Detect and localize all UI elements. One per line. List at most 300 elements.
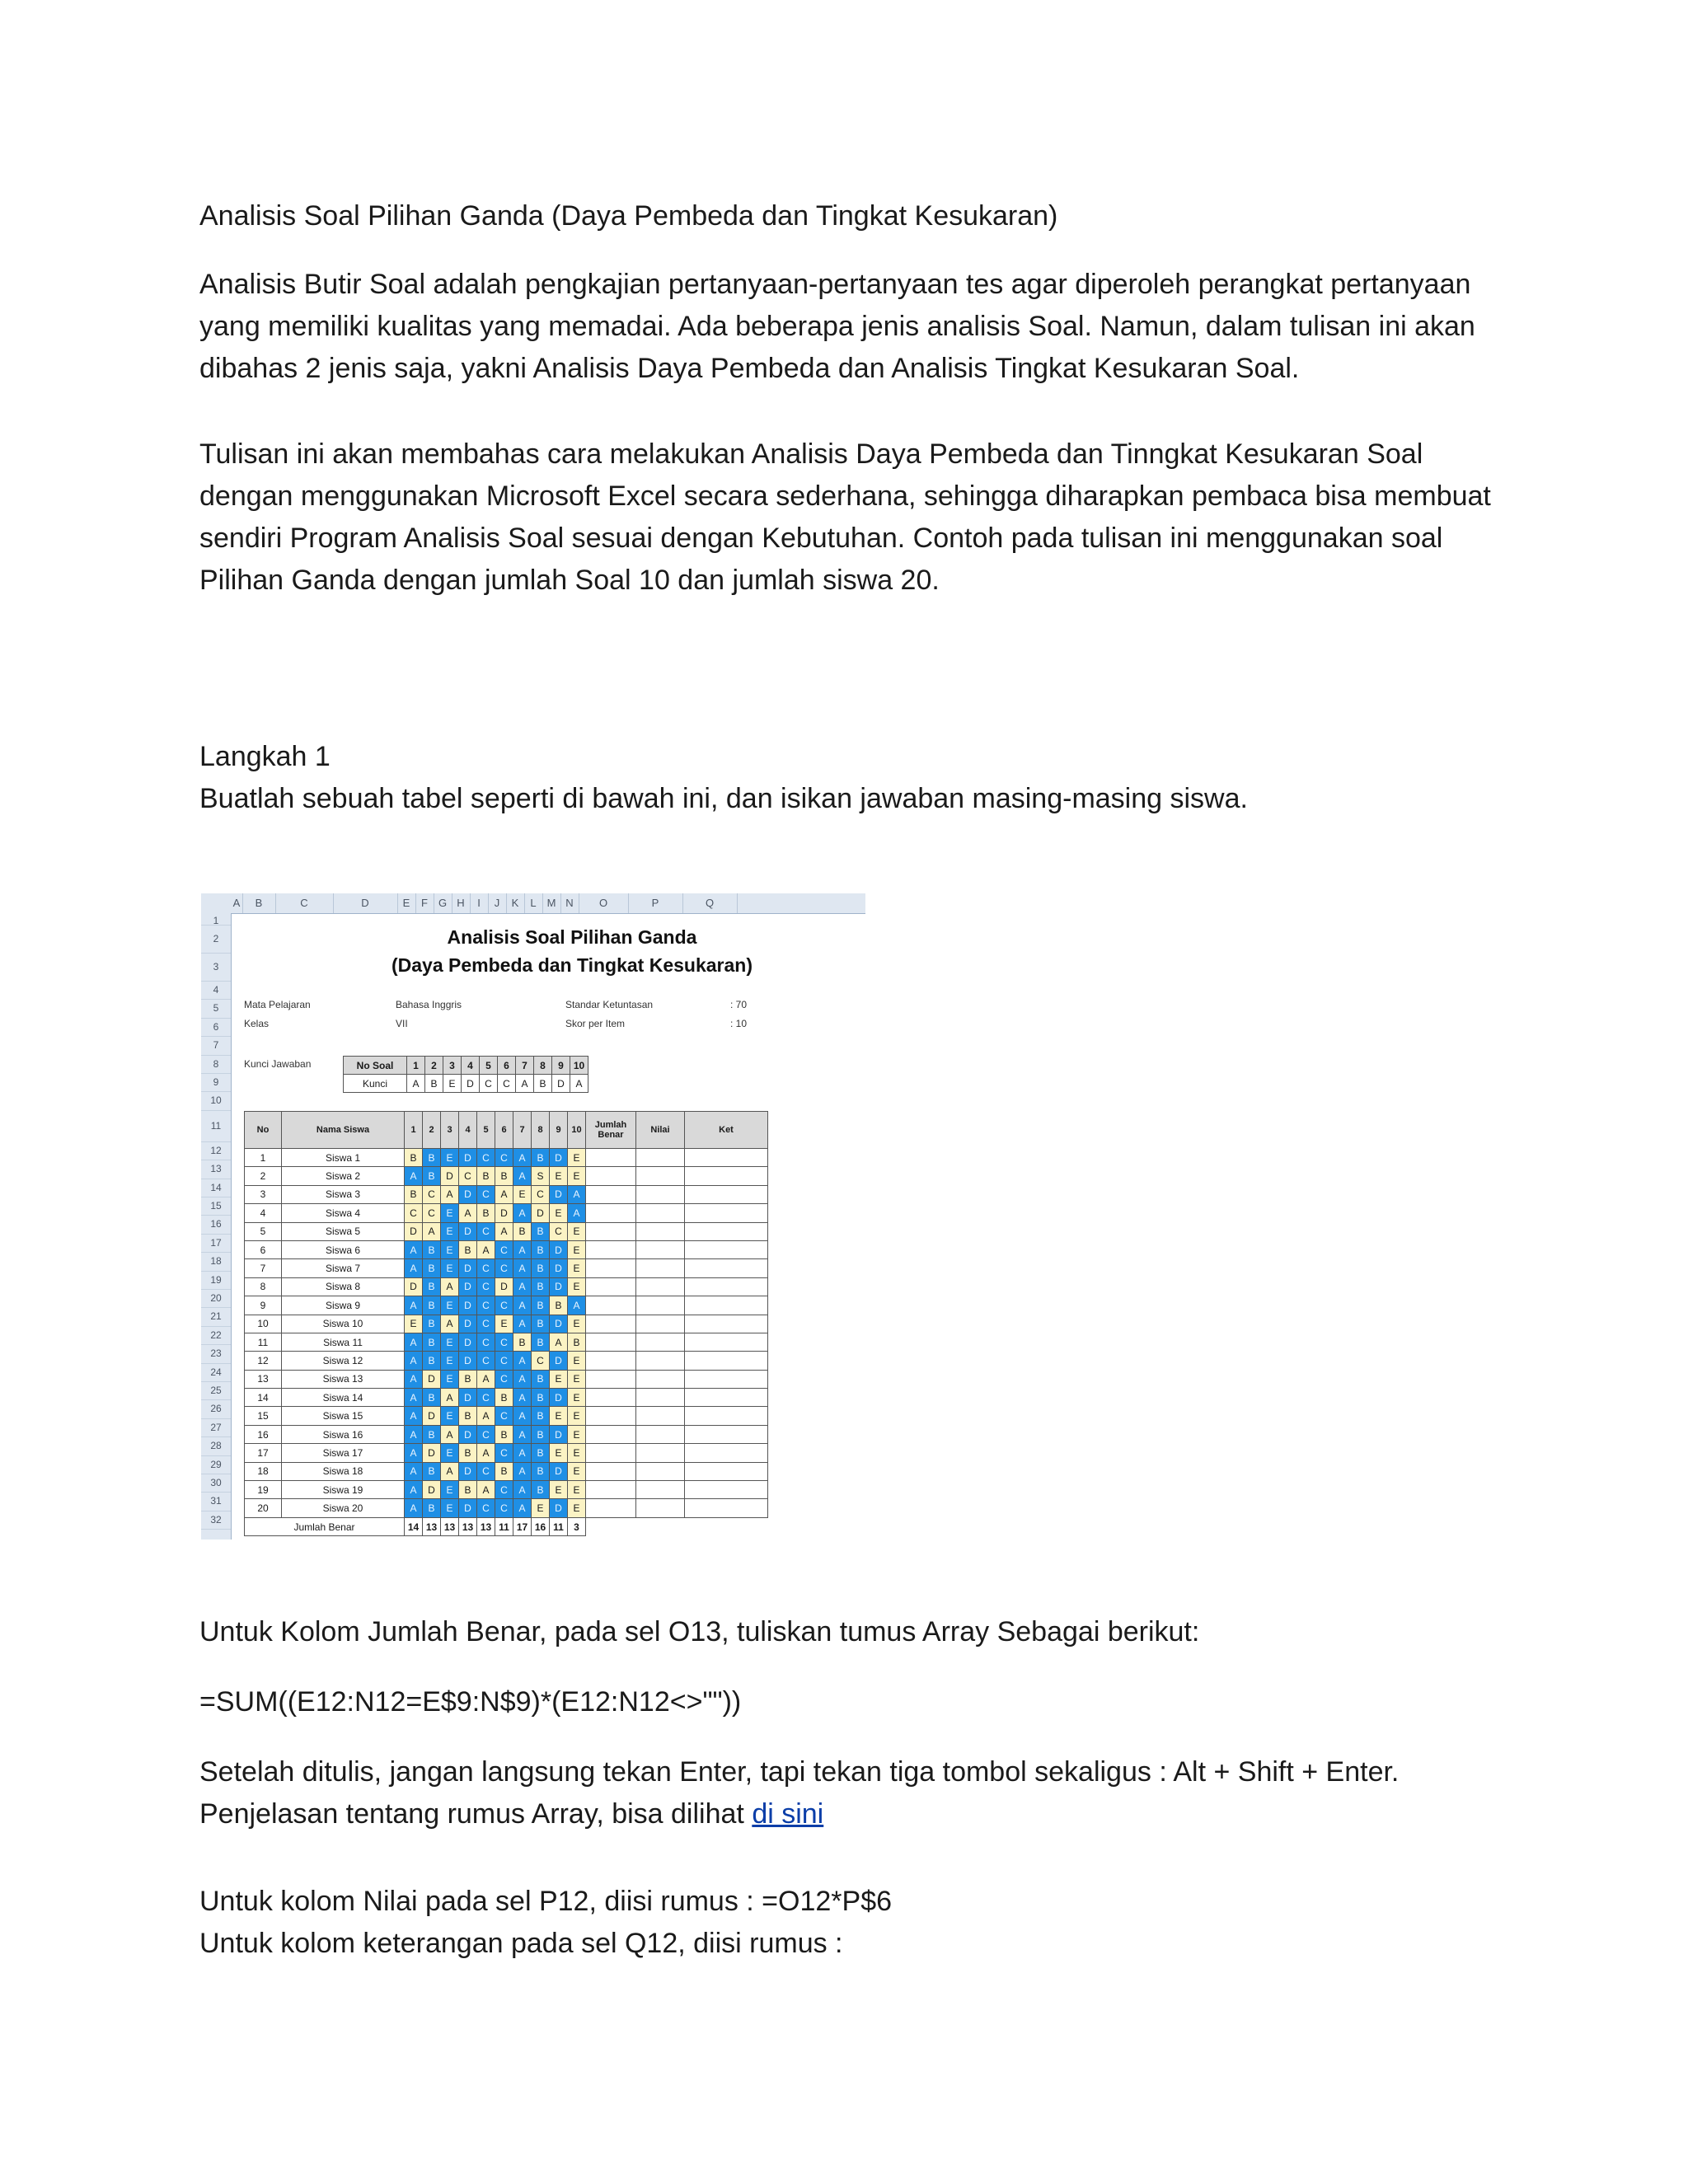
row-number: 20 <box>201 1289 231 1308</box>
nilai-cell <box>636 1167 685 1185</box>
jumlah-benar-cell <box>586 1240 636 1258</box>
answer-cell: C <box>532 1185 550 1203</box>
answer-cell: E <box>568 1259 586 1277</box>
answer-cell: B <box>532 1389 550 1407</box>
answer-cell: D <box>459 1185 477 1203</box>
ket-cell <box>685 1444 768 1462</box>
answer-key-cell: B <box>534 1075 552 1093</box>
answer-cell: D <box>550 1352 568 1370</box>
answer-cell: E <box>441 1222 459 1240</box>
answer-cell: C <box>532 1352 550 1370</box>
jumlah-benar-total: 13 <box>441 1517 459 1535</box>
answer-cell: D <box>550 1240 568 1258</box>
row-number: 4 <box>201 981 231 1000</box>
answer-cell: A <box>405 1167 423 1185</box>
question-number: 10 <box>570 1057 588 1075</box>
ket-cell <box>685 1296 768 1315</box>
answer-key-cell: C <box>498 1075 516 1093</box>
jumlah-benar-cell <box>586 1425 636 1443</box>
answer-cell: C <box>495 1370 513 1388</box>
answer-cell: B <box>532 1370 550 1388</box>
student-name: Siswa 1 <box>282 1149 405 1167</box>
student-answers-table <box>244 1111 768 1536</box>
answer-cell: B <box>459 1481 477 1499</box>
answer-cell: B <box>423 1389 441 1407</box>
answer-cell: E <box>441 1333 459 1351</box>
answer-cell: A <box>477 1407 495 1425</box>
table-row <box>245 1370 768 1388</box>
jumlah-benar-cell <box>586 1296 636 1315</box>
column-letter: P <box>628 893 683 913</box>
answer-cell: D <box>550 1462 568 1480</box>
question-number: 5 <box>480 1057 498 1075</box>
jumlah-benar-cell <box>586 1481 636 1499</box>
header-question-number: 4 <box>459 1112 477 1149</box>
student-no: 2 <box>245 1167 282 1185</box>
header-question-number: 9 <box>550 1112 568 1149</box>
answer-cell: E <box>550 1167 568 1185</box>
row-number: 32 <box>201 1511 231 1530</box>
answer-cell: C <box>477 1277 495 1296</box>
answer-cell: A <box>513 1425 532 1443</box>
purpose-paragraph: Tulisan ini akan membahas cara melakukan Analisis Daya Pembeda dan Tinngkat Kesukaran Soal dengan menggunakan Microsoft Excel secara sederhana, sehingga diharapkan pembaca bisa membuat sendiri Program Analisis Soal sesuai dengan Kebutuhan. Contoh pada tulisan ini menggunakan soal Pilihan Ganda dengan jumlah Soal 10 dan jumlah siswa 20. <box>199 438 1491 596</box>
jumlah-benar-cell <box>586 1499 636 1517</box>
table-row <box>245 1389 768 1407</box>
column-letter: B <box>242 893 276 913</box>
jumlah-benar-cell <box>586 1315 636 1333</box>
answer-cell: D <box>405 1277 423 1296</box>
answer-cell: B <box>532 1407 550 1425</box>
student-no: 3 <box>245 1185 282 1203</box>
ket-cell <box>685 1167 768 1185</box>
row-number: 30 <box>201 1474 231 1493</box>
header-jumlah-benar: Jumlah Benar <box>586 1112 636 1149</box>
answer-cell: D <box>550 1315 568 1333</box>
answer-cell: A <box>477 1444 495 1462</box>
answer-cell: D <box>405 1222 423 1240</box>
jumlah-benar-cell <box>586 1167 636 1185</box>
table-row <box>245 1481 768 1499</box>
header-question-number: 5 <box>477 1112 495 1149</box>
answer-cell: C <box>495 1499 513 1517</box>
student-no: 15 <box>245 1407 282 1425</box>
row-number: 23 <box>201 1344 231 1363</box>
answer-cell: A <box>441 1315 459 1333</box>
answer-cell: E <box>550 1407 568 1425</box>
jumlah-benar-total: 14 <box>405 1517 423 1535</box>
answer-cell: B <box>405 1149 423 1167</box>
jumlah-benar-cell <box>586 1370 636 1388</box>
answer-cell: D <box>459 1389 477 1407</box>
answer-cell: A <box>405 1389 423 1407</box>
student-no: 4 <box>245 1204 282 1222</box>
student-name: Siswa 19 <box>282 1481 405 1499</box>
student-no: 13 <box>245 1370 282 1388</box>
jumlah-benar-label: Jumlah Benar <box>245 1517 405 1535</box>
nilai-cell <box>636 1204 685 1222</box>
row-number: 31 <box>201 1492 231 1511</box>
column-header-bar <box>201 893 865 914</box>
no-soal-label: No Soal <box>344 1057 407 1075</box>
student-name: Siswa 8 <box>282 1277 405 1296</box>
answer-cell: C <box>477 1259 495 1277</box>
row-number: 2 <box>201 925 231 954</box>
student-name: Siswa 10 <box>282 1315 405 1333</box>
table-row <box>245 1333 768 1351</box>
table-row <box>245 1277 768 1296</box>
answer-cell: C <box>495 1444 513 1462</box>
skor-label: Skor per Item <box>565 1018 626 1029</box>
answer-cell: B <box>423 1296 441 1315</box>
jumlah-benar-cell <box>586 1352 636 1370</box>
answer-cell: E <box>550 1481 568 1499</box>
answer-key-cell: E <box>443 1075 462 1093</box>
jumlah-benar-cell <box>586 1462 636 1480</box>
answer-cell: A <box>513 1462 532 1480</box>
table-row <box>245 1167 768 1185</box>
answer-cell: B <box>532 1481 550 1499</box>
answer-cell: E <box>441 1149 459 1167</box>
row-number: 17 <box>201 1234 231 1253</box>
table-row <box>245 1444 768 1462</box>
ket-cell <box>685 1425 768 1443</box>
row-number: 1 <box>201 916 231 926</box>
kelas-label: Kelas <box>244 1018 270 1029</box>
answer-cell: A <box>513 1277 532 1296</box>
answer-cell: E <box>441 1204 459 1222</box>
answer-cell: C <box>477 1296 495 1315</box>
mapel-value: Bahasa Inggris <box>396 999 462 1010</box>
answer-cell: B <box>513 1333 532 1351</box>
document-title: Analisis Soal Pilihan Ganda (Daya Pembeda dan Tingkat Kesukaran) <box>199 200 1058 232</box>
answer-cell: C <box>495 1296 513 1315</box>
answer-cell: C <box>495 1352 513 1370</box>
ket-cell <box>685 1149 768 1167</box>
answer-cell: E <box>532 1499 550 1517</box>
answer-cell: B <box>477 1167 495 1185</box>
nilai-cell <box>636 1389 685 1407</box>
row-number: 16 <box>201 1215 231 1234</box>
nilai-cell <box>636 1370 685 1388</box>
answer-cell: E <box>513 1185 532 1203</box>
answer-cell: A <box>513 1499 532 1517</box>
answer-key-cell: A <box>570 1075 588 1093</box>
sheet-title: Analisis Soal Pilihan Ganda <box>447 926 697 948</box>
answer-cell: C <box>423 1204 441 1222</box>
answer-cell: B <box>495 1389 513 1407</box>
row-number: 22 <box>201 1326 231 1345</box>
student-no: 6 <box>245 1240 282 1258</box>
answer-cell: A <box>441 1185 459 1203</box>
column-letter: L <box>524 893 543 913</box>
answer-cell: B <box>532 1277 550 1296</box>
table-row <box>245 1315 768 1333</box>
answer-cell: D <box>550 1389 568 1407</box>
answer-key-cell: C <box>480 1075 498 1093</box>
row-number: 7 <box>201 1036 231 1055</box>
answer-cell: D <box>550 1259 568 1277</box>
student-no: 19 <box>245 1481 282 1499</box>
answer-cell: D <box>459 1425 477 1443</box>
kunci-row-label: Kunci <box>344 1075 407 1093</box>
row-number: 11 <box>201 1110 231 1142</box>
step-1-block <box>199 736 1502 820</box>
answer-cell: A <box>513 1315 532 1333</box>
answer-cell: D <box>459 1149 477 1167</box>
row-number: 3 <box>201 953 231 982</box>
student-name: Siswa 15 <box>282 1407 405 1425</box>
answer-cell: C <box>477 1333 495 1351</box>
column-letter: K <box>506 893 525 913</box>
answer-cell: E <box>441 1370 459 1388</box>
column-letter: O <box>579 893 629 913</box>
table-row <box>245 1425 768 1443</box>
student-name: Siswa 9 <box>282 1296 405 1315</box>
row-header-bar <box>201 913 232 1540</box>
answer-cell: C <box>477 1315 495 1333</box>
answer-cell: C <box>495 1481 513 1499</box>
array-enter-instruction: Setelah ditulis, jangan langsung tekan Enter, tapi tekan tiga tombol sekaligus : Alt + Shift + Enter. <box>199 1756 1400 1788</box>
nilai-cell <box>636 1185 685 1203</box>
answer-cell: D <box>459 1222 477 1240</box>
jumlah-benar-cell <box>586 1204 636 1222</box>
answer-cell: B <box>423 1315 441 1333</box>
keterangan-instruction: Untuk kolom keterangan pada sel Q12, diisi rumus : <box>199 1928 843 1959</box>
answer-cell: D <box>532 1204 550 1222</box>
answer-cell: A <box>405 1240 423 1258</box>
answer-cell: C <box>477 1149 495 1167</box>
answer-cell: A <box>568 1185 586 1203</box>
question-number: 2 <box>425 1057 443 1075</box>
answer-cell: A <box>441 1389 459 1407</box>
row-number: 19 <box>201 1271 231 1290</box>
student-no: 1 <box>245 1149 282 1167</box>
answer-cell: D <box>459 1499 477 1517</box>
row-number: 13 <box>201 1160 231 1179</box>
ket-cell <box>685 1204 768 1222</box>
jumlah-benar-total: 11 <box>495 1517 513 1535</box>
answer-cell: E <box>441 1481 459 1499</box>
answer-cell: A <box>513 1389 532 1407</box>
ket-cell <box>685 1185 768 1203</box>
answer-cell: D <box>459 1352 477 1370</box>
formula-instructions-block <box>199 1881 1502 1965</box>
jumlah-benar-cell <box>586 1407 636 1425</box>
jumlah-benar-cell <box>586 1259 636 1277</box>
student-no: 17 <box>245 1444 282 1462</box>
answer-cell: C <box>477 1462 495 1480</box>
question-number: 4 <box>462 1057 480 1075</box>
answer-cell: A <box>405 1352 423 1370</box>
row-number: 6 <box>201 1018 231 1037</box>
answer-cell: C <box>423 1185 441 1203</box>
answer-cell: E <box>568 1499 586 1517</box>
answer-cell: B <box>423 1333 441 1351</box>
student-name: Siswa 20 <box>282 1499 405 1517</box>
question-number: 3 <box>443 1057 462 1075</box>
answer-cell: D <box>459 1315 477 1333</box>
student-name: Siswa 12 <box>282 1352 405 1370</box>
answer-cell: A <box>513 1296 532 1315</box>
answer-key-cell: D <box>552 1075 570 1093</box>
answer-cell: D <box>550 1425 568 1443</box>
array-instruction-block <box>199 1751 1502 1835</box>
answer-cell: E <box>568 1315 586 1333</box>
answer-cell: D <box>459 1296 477 1315</box>
student-no: 10 <box>245 1315 282 1333</box>
answer-cell: B <box>532 1296 550 1315</box>
answer-cell: A <box>405 1259 423 1277</box>
column-letter: D <box>333 893 398 913</box>
nilai-instruction: Untuk kolom Nilai pada sel P12, diisi rumus : =O12*P$6 <box>199 1886 893 1917</box>
row-number: 8 <box>201 1055 231 1074</box>
table-row <box>245 1222 768 1240</box>
header-question-number: 1 <box>405 1112 423 1149</box>
table-row <box>245 1259 768 1277</box>
answer-cell: E <box>568 1352 586 1370</box>
answer-cell: A <box>441 1277 459 1296</box>
answer-cell: E <box>568 1149 586 1167</box>
answer-cell: D <box>423 1370 441 1388</box>
array-explanation-prefix: Penjelasan tentang rumus Array, bisa dilihat <box>199 1798 753 1830</box>
header-question-number: 6 <box>495 1112 513 1149</box>
answer-cell: E <box>568 1481 586 1499</box>
column-letter: M <box>542 893 561 913</box>
column-letter: C <box>275 893 334 913</box>
answer-cell: D <box>550 1185 568 1203</box>
jumlah-benar-total: 13 <box>423 1517 441 1535</box>
student-no: 12 <box>245 1352 282 1370</box>
spreadsheet-image <box>201 893 865 1540</box>
nilai-cell <box>636 1407 685 1425</box>
row-number: 27 <box>201 1418 231 1437</box>
answer-cell: D <box>441 1167 459 1185</box>
ket-cell <box>685 1277 768 1296</box>
row-number: 26 <box>201 1399 231 1418</box>
answer-cell: A <box>405 1407 423 1425</box>
answer-cell: B <box>423 1259 441 1277</box>
nilai-cell <box>636 1315 685 1333</box>
answer-cell: S <box>532 1167 550 1185</box>
answer-key-cell: A <box>516 1075 534 1093</box>
answer-cell: E <box>495 1315 513 1333</box>
header-question-number: 2 <box>423 1112 441 1149</box>
answer-cell: A <box>477 1240 495 1258</box>
nilai-cell <box>636 1499 685 1517</box>
row-number: 21 <box>201 1307 231 1326</box>
answer-cell: B <box>459 1444 477 1462</box>
student-no: 11 <box>245 1333 282 1351</box>
row-number: 28 <box>201 1436 231 1455</box>
answer-cell: E <box>568 1240 586 1258</box>
answer-cell: B <box>532 1222 550 1240</box>
answer-cell: E <box>568 1277 586 1296</box>
answer-cell: E <box>441 1259 459 1277</box>
table-row <box>245 1149 768 1167</box>
jumlah-benar-cell <box>586 1149 636 1167</box>
column-letter: G <box>434 893 452 913</box>
row-number: 25 <box>201 1381 231 1400</box>
answer-cell: B <box>532 1333 550 1351</box>
answer-cell: E <box>441 1444 459 1462</box>
nilai-cell <box>636 1296 685 1315</box>
answer-cell: B <box>532 1444 550 1462</box>
answer-cell: A <box>405 1481 423 1499</box>
student-name: Siswa 3 <box>282 1185 405 1203</box>
ket-cell <box>685 1222 768 1240</box>
jumlah-benar-cell <box>586 1222 636 1240</box>
ket-cell <box>685 1370 768 1388</box>
array-formula: =SUM((E12:N12=E$9:N$9)*(E12:N12<>"")) <box>199 1686 742 1718</box>
skm-label: Standar Ketuntasan <box>565 999 654 1010</box>
answer-cell: E <box>441 1499 459 1517</box>
answer-key-table <box>343 1056 588 1093</box>
answer-cell: E <box>441 1352 459 1370</box>
header-question-number: 3 <box>441 1112 459 1149</box>
answer-cell: D <box>550 1499 568 1517</box>
answer-cell: D <box>423 1481 441 1499</box>
ket-cell <box>685 1240 768 1258</box>
answer-cell: A <box>405 1425 423 1443</box>
jumlah-benar-total: 3 <box>568 1517 586 1535</box>
nilai-cell <box>636 1462 685 1480</box>
answer-cell: E <box>568 1167 586 1185</box>
row-number: 10 <box>201 1091 231 1110</box>
answer-cell: A <box>513 1204 532 1222</box>
ket-cell <box>685 1333 768 1351</box>
student-no: 7 <box>245 1259 282 1277</box>
nilai-cell <box>636 1222 685 1240</box>
student-name: Siswa 2 <box>282 1167 405 1185</box>
array-explanation-link[interactable]: di sini <box>752 1798 824 1830</box>
table-row <box>245 1407 768 1425</box>
nilai-cell <box>636 1425 685 1443</box>
nilai-cell <box>636 1240 685 1258</box>
row-number: 29 <box>201 1455 231 1474</box>
answer-cell: A <box>405 1333 423 1351</box>
answer-cell: B <box>405 1185 423 1203</box>
nilai-cell <box>636 1444 685 1462</box>
nilai-cell <box>636 1259 685 1277</box>
answer-cell: B <box>532 1425 550 1443</box>
table-row <box>245 1352 768 1370</box>
student-no: 9 <box>245 1296 282 1315</box>
jumlah-benar-cell <box>586 1444 636 1462</box>
nilai-cell <box>636 1333 685 1351</box>
row-number: 18 <box>201 1252 231 1271</box>
row-number: 9 <box>201 1073 231 1092</box>
header-nilai: Nilai <box>636 1112 685 1149</box>
column-letter: J <box>488 893 507 913</box>
answer-cell: E <box>568 1389 586 1407</box>
answer-cell: E <box>550 1204 568 1222</box>
skm-value: : 70 <box>730 999 748 1010</box>
answer-key-cell: A <box>407 1075 425 1093</box>
student-name: Siswa 7 <box>282 1259 405 1277</box>
answer-cell: E <box>441 1296 459 1315</box>
column-letter: F <box>415 893 434 913</box>
jumlah-benar-cell <box>586 1389 636 1407</box>
jumlah-benar-total: 13 <box>477 1517 495 1535</box>
answer-cell: D <box>423 1444 441 1462</box>
answer-cell: B <box>477 1204 495 1222</box>
answer-cell: B <box>423 1425 441 1443</box>
student-name: Siswa 14 <box>282 1389 405 1407</box>
nilai-cell <box>636 1481 685 1499</box>
answer-cell: E <box>568 1222 586 1240</box>
skor-value: : 10 <box>730 1018 748 1029</box>
answer-cell: B <box>513 1222 532 1240</box>
